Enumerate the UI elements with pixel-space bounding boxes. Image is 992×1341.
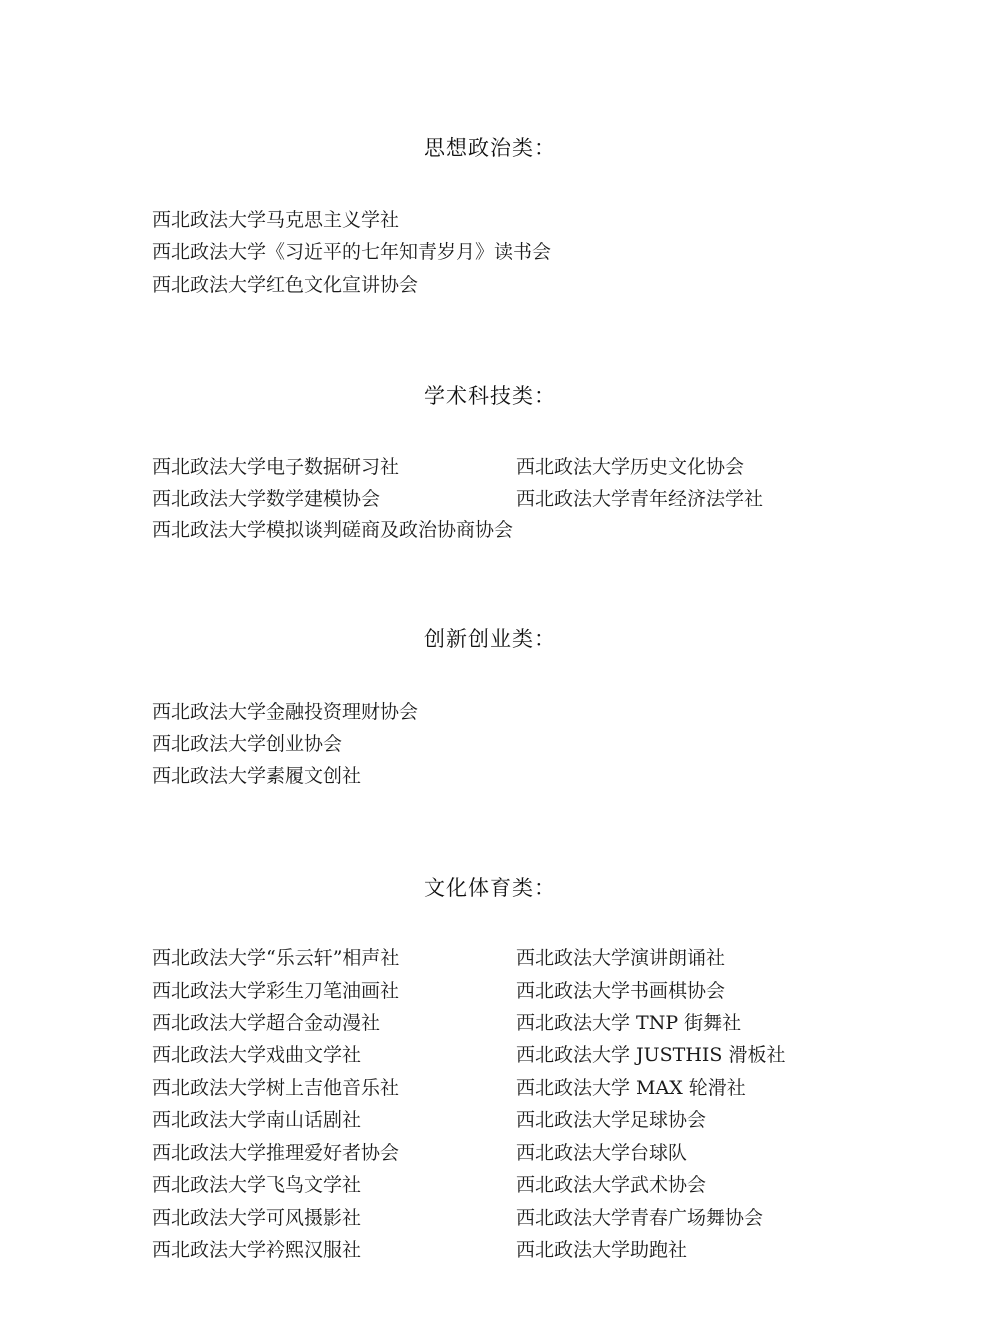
list-item: 西北政法大学助跑社	[516, 1239, 688, 1261]
section-title: 文化体育类：	[424, 876, 556, 900]
list-item: 西北政法大学创业协会	[152, 733, 343, 755]
list-item: 西北政法大学书画棋协会	[516, 980, 726, 1002]
list-item: 西北政法大学树上吉他音乐社	[152, 1077, 400, 1099]
list-item: 西北政法大学金融投资理财协会	[152, 701, 419, 723]
section-title: 学术科技类：	[424, 384, 556, 408]
list-item: 西北政法大学戏曲文学社	[152, 1044, 362, 1066]
list-item: 西北政法大学青年经济法学社	[516, 488, 764, 510]
list-item: 西北政法大学《习近平的七年知青岁月》读书会	[152, 241, 552, 263]
list-item: 西北政法大学足球协会	[516, 1109, 707, 1131]
list-item: 西北政法大学飞鸟文学社	[152, 1174, 362, 1196]
list-item: 西北政法大学超合金动漫社	[152, 1012, 381, 1034]
list-item: 西北政法大学彩生刀笔油画社	[152, 980, 400, 1002]
list-item: 西北政法大学模拟谈判磋商及政治协商协会	[152, 519, 514, 541]
list-item: 西北政法大学可风摄影社	[152, 1207, 362, 1229]
list-item: 西北政法大学 MAX 轮滑社	[516, 1077, 746, 1099]
list-item: 西北政法大学推理爱好者协会	[152, 1142, 400, 1164]
section-title: 创新创业类：	[424, 627, 556, 651]
list-item: 西北政法大学武术协会	[516, 1174, 707, 1196]
list-item: 西北政法大学历史文化协会	[516, 456, 745, 478]
section-title: 思想政治类：	[424, 136, 556, 160]
list-item: 西北政法大学演讲朗诵社	[516, 947, 726, 969]
list-item: 西北政法大学电子数据研习社	[152, 456, 400, 478]
list-item: 西北政法大学南山话剧社	[152, 1109, 362, 1131]
list-item: 西北政法大学 JUSTHIS 滑板社	[516, 1044, 786, 1066]
list-item: 西北政法大学青春广场舞协会	[516, 1207, 764, 1229]
list-item: 西北政法大学红色文化宣讲协会	[152, 274, 419, 296]
list-item: 西北政法大学 TNP 街舞社	[516, 1012, 742, 1034]
list-item: 西北政法大学“乐云轩”相声社	[152, 947, 400, 969]
list-item: 西北政法大学马克思主义学社	[152, 209, 400, 231]
list-item: 西北政法大学数学建模协会	[152, 488, 381, 510]
list-item: 西北政法大学台球队	[516, 1142, 688, 1164]
list-item: 西北政法大学素履文创社	[152, 765, 362, 787]
list-item: 西北政法大学衿熙汉服社	[152, 1239, 362, 1261]
